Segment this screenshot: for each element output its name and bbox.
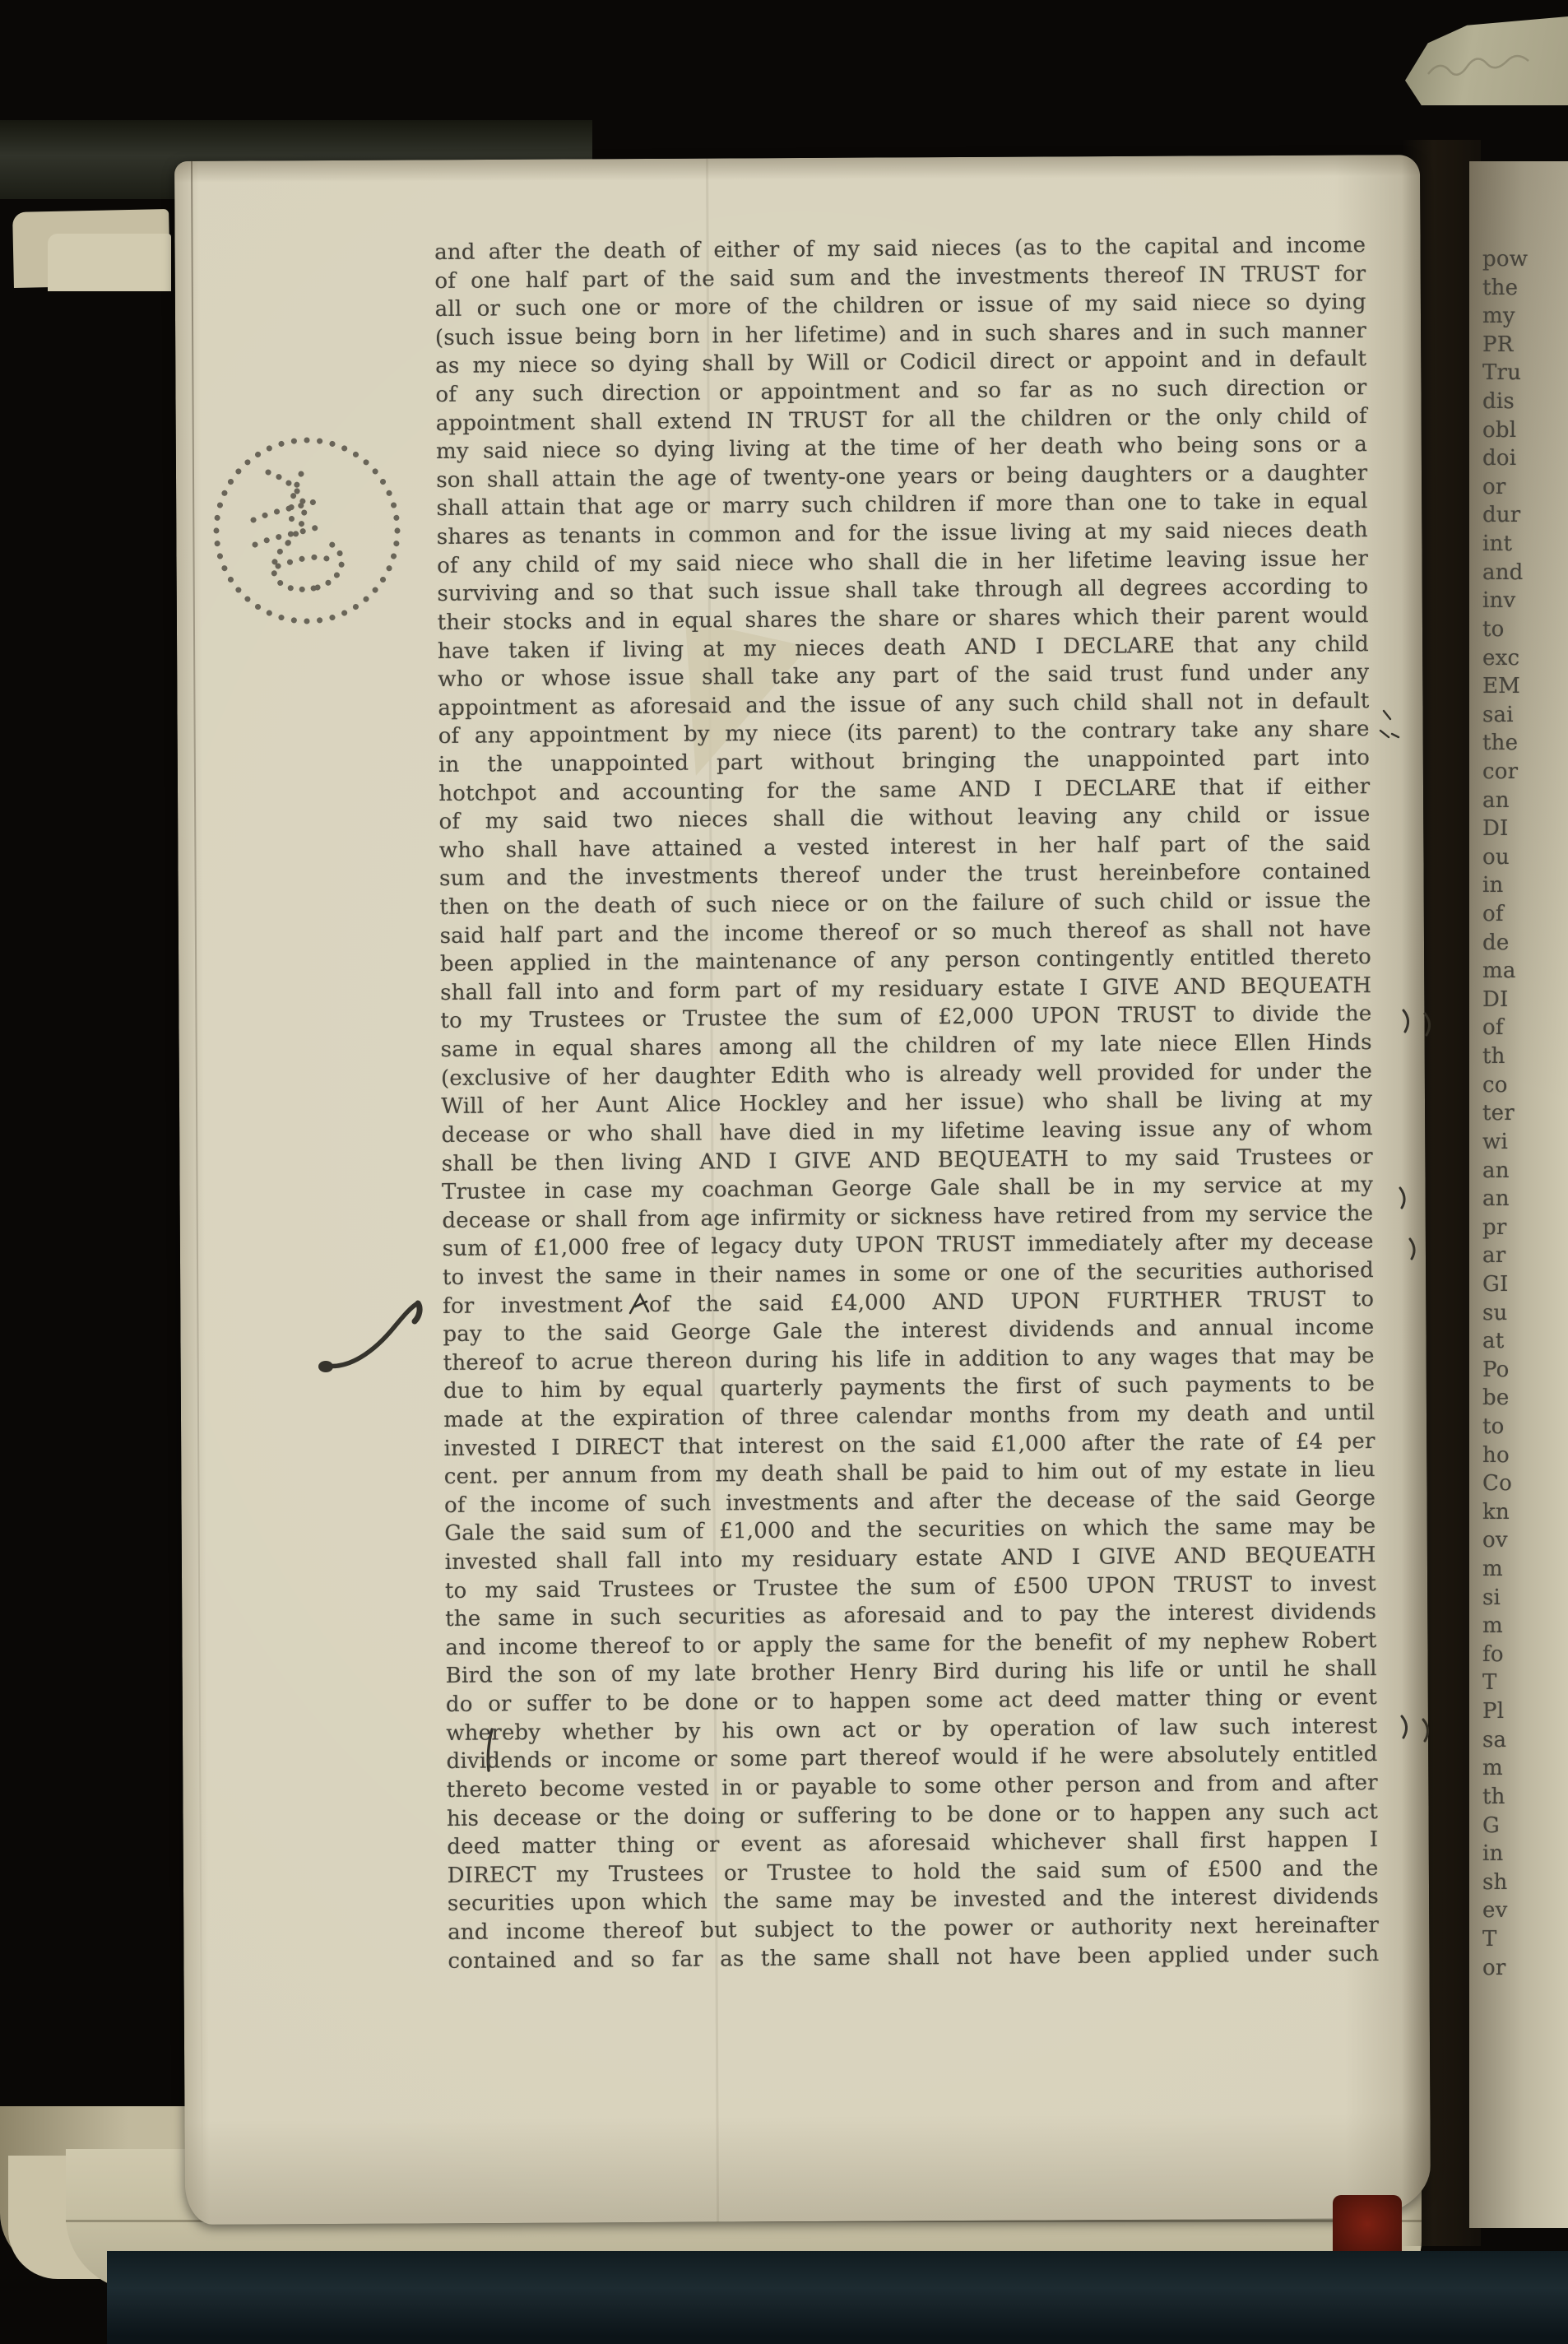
- text-fragment-line: m: [1482, 1756, 1503, 1781]
- text-line: decease or shall from age infirmity or sickness have retired from my service the: [442, 1200, 1374, 1233]
- text-line: to my said Trustees or Trustee the sum of £500 UPON TRUST to invest: [444, 1571, 1376, 1604]
- text-fragment-line: de: [1482, 930, 1510, 955]
- text-line: made at the expiration of three calendar months from my death and until: [443, 1400, 1375, 1432]
- text-fragment-line: my: [1482, 304, 1515, 329]
- text-fragment-line: th: [1482, 1784, 1505, 1809]
- text-fragment-line: ov: [1482, 1528, 1508, 1553]
- text-fragment-line: pr: [1482, 1214, 1507, 1240]
- text-line: and income thereof but subject to the power or authority next hereinafter: [448, 1912, 1380, 1945]
- text-fragment-line: su: [1482, 1300, 1508, 1325]
- text-fragment-line: G: [1482, 1813, 1500, 1838]
- text-fragment-line: an: [1482, 787, 1510, 813]
- text-line: Gale the said sum of £1,000 and the securities on which the same may be: [444, 1514, 1376, 1547]
- text-line: sum of £1,000 free of legacy duty UPON TRUST immediately after my decease: [442, 1229, 1374, 1262]
- text-line: do or suffer to be done or to happen some act deed matter thing or event: [445, 1685, 1378, 1718]
- text-line: hotchpot and accounting for the same AND I DECLARE that if either: [438, 773, 1371, 806]
- text-fragment-line: and: [1482, 559, 1524, 585]
- text-line: their stocks and in equal shares the share or shares which their parent would: [437, 603, 1369, 635]
- text-line: decease or who shall have died in my lifetime leaving issue any of whom: [441, 1115, 1373, 1148]
- text-fragment-line: obl: [1482, 417, 1517, 443]
- text-fragment-line: EM: [1482, 674, 1521, 699]
- text-fragment-line: T: [1482, 1926, 1497, 1952]
- text-fragment-line: at: [1482, 1329, 1505, 1354]
- text-fragment-line: Co: [1482, 1471, 1512, 1497]
- text-fragment-line: to: [1482, 1413, 1505, 1439]
- text-fragment-line: ev: [1482, 1898, 1508, 1924]
- text-fragment-line: to: [1482, 616, 1505, 642]
- text-line: shares as tenants in common and for the issue living at my said nieces death: [436, 518, 1368, 550]
- text-fragment-line: wi: [1482, 1129, 1508, 1154]
- text-fragment-line: co: [1482, 1072, 1508, 1098]
- text-line: of any child of my said niece who shall die in her lifetime leaving issue her: [437, 545, 1369, 578]
- text-fragment-line: an: [1482, 1186, 1510, 1212]
- text-line: who or whose issue shall take any part of the said trust fund under any: [438, 660, 1370, 693]
- text-fragment-line: int: [1482, 531, 1513, 557]
- text-fragment-line: dur: [1482, 503, 1521, 528]
- text-line: dividends or income or some part thereof would if he were absolutely entitled: [446, 1742, 1378, 1775]
- text-line: thereto become vested in or payable to some other person and from and after: [446, 1770, 1378, 1803]
- pen-checkmark: [313, 1283, 444, 1382]
- text-fragment-line: kn: [1482, 1499, 1510, 1525]
- text-line: contained and so far as the same shall not have been applied under such: [448, 1941, 1380, 1974]
- text-line: his decease or the doing or suffering to be done or to happen any such act: [446, 1799, 1379, 1831]
- text-fragment-line: the: [1482, 731, 1519, 756]
- left-page-edges-stack: [0, 123, 176, 2263]
- text-line: same in equal shares among all the children of my late niece Ellen Hinds: [440, 1030, 1372, 1063]
- text-fragment-line: ou: [1482, 844, 1510, 870]
- text-fragment-line: sai: [1482, 702, 1514, 727]
- text-line: my said niece so dying living at the time of her death who being sons or a: [435, 432, 1368, 465]
- text-fragment-line: sh: [1482, 1869, 1508, 1895]
- text-fragment-line: in: [1482, 1841, 1504, 1867]
- text-fragment-line: exc: [1482, 645, 1520, 671]
- text-fragment-line: m: [1482, 1557, 1503, 1582]
- text-line: whereby whether by his own act or by operation of law such interest: [446, 1713, 1378, 1746]
- text-line: as my niece so dying shall by Will or Codicil direct or appoint and in default: [435, 346, 1367, 379]
- red-binding-patch: [1333, 2195, 1402, 2259]
- text-fragment-line: ter: [1482, 1101, 1515, 1126]
- text-fragment-line: Po: [1482, 1357, 1510, 1382]
- text-fragment-line: DI: [1482, 816, 1509, 842]
- text-line: sum and the investments thereof under the trust hereinbefore contained: [438, 859, 1371, 892]
- text-line: and income thereof to or apply the same for the benefit of my nephew Robert: [445, 1627, 1377, 1660]
- text-fragment-line: dis: [1482, 389, 1515, 415]
- text-fragment-line: of: [1482, 1015, 1504, 1041]
- text-line: the same in such securities as aforesaid and to pay the interest dividends: [445, 1599, 1377, 1632]
- text-line: Will of her Aunt Alice Hockley and her issue) who shall be living at my: [441, 1087, 1373, 1120]
- text-fragment-line: pow: [1482, 247, 1529, 272]
- text-line: securities upon which the same may be invested and the interest dividends: [447, 1884, 1379, 1917]
- text-fragment-line: or: [1482, 474, 1506, 499]
- text-line: and after the death of either of my said nieces (as to the capital and income: [434, 233, 1366, 265]
- text-fragment-line: m: [1482, 1613, 1503, 1639]
- text-fragment-line: cor: [1482, 759, 1519, 784]
- text-fragment-line: be: [1482, 1386, 1510, 1411]
- text-line: of my said two nieces shall die without leaving any child or issue: [438, 802, 1371, 835]
- text-fragment-line: T: [1482, 1670, 1497, 1696]
- text-line: all or such one or more of the children or issue of my said niece so dying: [434, 290, 1366, 323]
- sheet-top-edge: [48, 234, 171, 291]
- will-text-body: [434, 231, 1380, 1975]
- text-fragment-line: an: [1482, 1158, 1510, 1183]
- text-fragment-line: the: [1482, 275, 1519, 300]
- text-line: of one half part of the said sum and the investments thereof IN TRUST for: [434, 261, 1366, 294]
- text-fragment-line: sa: [1482, 1727, 1507, 1752]
- text-line: son shall attain the age of twenty-one years or being daughters or a daughter: [436, 460, 1368, 493]
- text-line: Trustee in case my coachman George Gale shall be in my service at my: [441, 1172, 1374, 1205]
- text-fragment-line: fo: [1482, 1641, 1504, 1667]
- text-line: appointment shall extend IN TRUST for all the children or the only child of: [435, 403, 1367, 436]
- text-line: then on the death of such niece or on the failure of such child or issue the: [439, 888, 1371, 920]
- text-fragment-line: ma: [1482, 958, 1516, 984]
- text-fragment-line: Pl: [1482, 1699, 1505, 1724]
- text-line: said half part and the income thereof or so much thereof as shall not have: [439, 916, 1371, 949]
- text-line: who shall have attained a vested interest in her half part of the said: [438, 830, 1371, 863]
- text-line: Bird the son of my late brother Henry Bird during his life or until he shall: [445, 1656, 1377, 1689]
- text-fragment-line: inv: [1482, 588, 1516, 614]
- text-line: shall fall into and form part of my residuary estate I GIVE AND BEQUEATH: [440, 972, 1372, 1005]
- loose-paper-fragment: [1405, 16, 1568, 105]
- next-page-text-fragments: [1482, 245, 1568, 2022]
- text-line: cent. per annum from my death shall be paid to him out of my estate in lieu: [443, 1457, 1375, 1490]
- text-line: of any such direction or appointment and so far as no such direction or: [435, 375, 1367, 408]
- text-line: in the unappointed part without bringing the unappointed part into: [438, 745, 1371, 777]
- text-line: (such issue being born in her lifetime) and in such shares and in such manner: [434, 318, 1367, 350]
- book-cover-bottom-edge: [107, 2251, 1568, 2344]
- text-line: of the income of such investments and after the decease of the said George: [443, 1485, 1376, 1518]
- text-line: thereof to acrue thereon during his life in addition to any wages that may be: [443, 1343, 1375, 1376]
- text-fragment-line: GI: [1482, 1271, 1509, 1297]
- text-line: pay to the said George Gale the interest dividends and annual income: [443, 1315, 1375, 1348]
- text-fragment-line: of: [1482, 902, 1504, 927]
- text-line: deed matter thing or event as aforesaid whichever shall first happen I: [447, 1827, 1379, 1860]
- text-fragment-line: in: [1482, 873, 1504, 898]
- text-fragment-line: ar: [1482, 1243, 1506, 1269]
- text-line: DIRECT my Trustees or Trustee to hold the said sum of £500 and the: [447, 1855, 1379, 1888]
- text-fragment-line: PR: [1482, 332, 1514, 357]
- text-line: due to him by equal quarterly payments the first of such payments to be: [443, 1372, 1375, 1404]
- text-line: appointment as aforesaid and the issue of any such child shall not in default: [438, 688, 1370, 721]
- text-line: surviving and so that such issue shall take through all degrees according to: [437, 574, 1369, 607]
- text-fragment-line: ho: [1482, 1442, 1510, 1468]
- text-fragment-line: or: [1482, 1955, 1506, 1980]
- text-line: shall be then living AND I GIVE AND BEQUEATH to my said Trustees or: [441, 1144, 1373, 1177]
- text-fragment-line: doi: [1482, 446, 1517, 471]
- text-line: to my Trustees or Trustee the sum of £2,000 UPON TRUST to divide the: [440, 1001, 1372, 1034]
- faint-handwriting-squiggle: [1405, 16, 1568, 105]
- text-line: invested shall fall into my residuary estate AND I GIVE AND BEQUEATH: [444, 1543, 1376, 1575]
- text-fragment-line: th: [1482, 1044, 1505, 1070]
- perforation-stamp: [196, 421, 418, 643]
- text-line: shall attain that age or marry such children if more than one to take in equal: [436, 489, 1368, 522]
- text-line: for investment of the said £4,000 AND UPON FURTHER TRUST to: [443, 1286, 1375, 1319]
- text-fragment-line: Tru: [1482, 360, 1522, 386]
- text-line: to invest the same in their names in some or one of the securities authorised: [442, 1258, 1375, 1290]
- text-line: been applied in the maintenance of any person contingently entitled thereto: [439, 945, 1372, 977]
- text-fragment-line: DI: [1482, 986, 1509, 1012]
- text-line: have taken if living at my nieces death AND I DECLARE that any child: [437, 631, 1370, 664]
- text-line: of any appointment by my niece (its parent) to the contrary take any share: [438, 717, 1370, 750]
- text-fragment-line: si: [1482, 1585, 1501, 1610]
- text-line: invested I DIRECT that interest on the said £1,000 after the rate of £4 per: [443, 1428, 1375, 1461]
- text-line: (exclusive of her daughter Edith who is already well provided for under the: [440, 1058, 1373, 1091]
